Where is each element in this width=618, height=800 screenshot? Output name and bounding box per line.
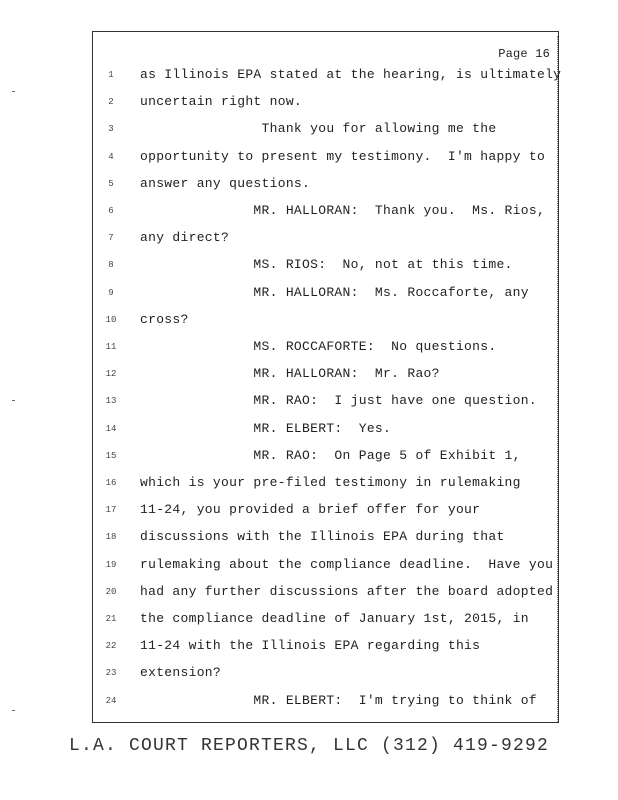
line-number: 6 <box>108 206 114 216</box>
transcript-line <box>93 201 558 221</box>
transcript-line <box>93 310 558 330</box>
transcript-line <box>93 337 558 357</box>
transcript-line <box>93 446 558 466</box>
line-number: 15 <box>105 450 117 461</box>
transcript-line <box>93 419 558 439</box>
transcript-page <box>92 31 562 723</box>
transcript-line <box>93 527 558 547</box>
transcript-line <box>93 691 558 711</box>
reporter-footer: L.A. COURT REPORTERS, LLC (312) 419-9292 <box>68 736 550 756</box>
line-number: 7 <box>108 233 114 244</box>
line-number: 4 <box>108 151 114 162</box>
line-number: 9 <box>108 287 114 298</box>
line-text: the compliance deadline of January 1st, 2015, in <box>140 611 529 626</box>
line-number: 23 <box>105 668 117 679</box>
transcript-line <box>93 174 558 194</box>
line-number: 8 <box>108 260 114 271</box>
transcript-line <box>93 663 558 683</box>
line-text: MR. ELBERT: Yes. <box>140 420 392 436</box>
transcript-line <box>93 582 558 602</box>
transcript-line <box>93 364 558 384</box>
transcript-line <box>93 255 558 275</box>
line-text: MR. HALLORAN: Ms. Roccaforte, any <box>140 284 529 300</box>
line-text: cross? <box>140 311 189 327</box>
transcript-line <box>93 636 558 656</box>
line-number: 3 <box>108 124 114 135</box>
line-text: MR. RAO: On Page 5 of Exhibit 1, <box>140 447 521 463</box>
line-text: 11-24, you provided a brief offer for your <box>140 502 481 518</box>
line-text: MR. HALLORAN: Thank you. Ms. Rios, <box>140 203 546 218</box>
transcript-line <box>93 119 558 139</box>
line-text: MR. ELBERT: I'm trying to think of <box>140 692 537 708</box>
page-number: Page 16 <box>498 47 550 61</box>
line-number: 20 <box>105 586 117 597</box>
transcript-line <box>93 555 558 575</box>
line-text: rulemaking about the compliance deadline. Have you <box>140 556 554 572</box>
line-number: 5 <box>108 178 114 189</box>
line-number: 13 <box>105 396 117 407</box>
line-number: 16 <box>105 478 117 488</box>
line-number: 1 <box>108 70 114 80</box>
margin-mark <box>12 400 15 401</box>
line-number: 17 <box>105 505 117 516</box>
line-text: extension? <box>140 665 222 681</box>
line-text: had any further discussions after the board adopted <box>140 583 554 599</box>
line-text: discussions with the Illinois EPA during that <box>140 529 505 545</box>
transcript-line <box>93 228 558 248</box>
line-text: Thank you for allowing me the <box>140 121 497 137</box>
line-number: 11 <box>105 342 117 352</box>
line-text: MR. RAO: I just have one question. <box>140 393 537 409</box>
line-text: MS. RIOS: No, not at this time. <box>140 257 513 273</box>
transcript-line <box>93 147 558 167</box>
line-text: as Illinois EPA stated at the hearing, is ultimately <box>140 67 562 82</box>
line-number: 10 <box>105 314 117 325</box>
transcript-line <box>93 609 558 629</box>
line-text: any direct? <box>140 230 230 246</box>
line-number: 18 <box>105 532 117 543</box>
line-text: opportunity to present my testimony. I'm happy to <box>140 148 546 164</box>
transcript-line <box>93 391 558 411</box>
margin-mark <box>12 91 15 92</box>
line-text: MS. ROCCAFORTE: No questions. <box>140 339 497 354</box>
margin-mark <box>12 710 15 711</box>
line-text: 11-24 with the Illinois EPA regarding this <box>140 638 481 654</box>
transcript-line <box>93 500 558 520</box>
line-number: 24 <box>105 695 117 706</box>
line-number: 22 <box>105 641 117 652</box>
line-text: MR. HALLORAN: Mr. Rao? <box>140 366 440 382</box>
transcript-line <box>93 65 562 85</box>
transcript-line <box>93 473 558 493</box>
line-number: 12 <box>105 369 117 380</box>
transcript-line <box>93 283 558 303</box>
line-number: 21 <box>105 614 117 624</box>
line-number: 14 <box>105 423 117 434</box>
line-text: answer any questions. <box>140 175 311 191</box>
transcript-lines <box>93 32 562 722</box>
line-number: 19 <box>105 559 117 570</box>
line-number: 2 <box>108 97 114 108</box>
transcript-line <box>93 92 558 112</box>
line-text: uncertain right now. <box>140 94 303 110</box>
line-text: which is your pre-filed testimony in rulemaking <box>140 475 521 490</box>
